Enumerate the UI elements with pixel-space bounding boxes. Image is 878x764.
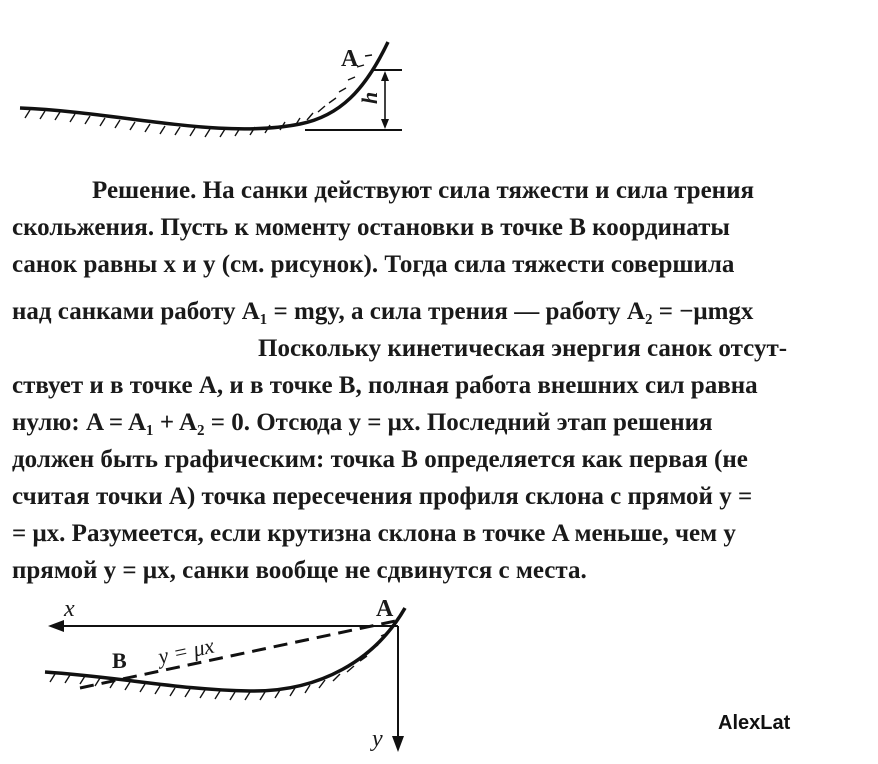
x-axis-label: x xyxy=(64,596,75,622)
text-line: должен быть графическим: точка B определяется как первая (не xyxy=(12,446,748,473)
solution-text xyxy=(12,172,868,589)
slope-profile xyxy=(20,42,388,129)
height-label: h xyxy=(357,91,382,104)
text-line: Решение. На санки действуют сила тяжести и сила трения xyxy=(92,177,755,204)
line-y-mu-x xyxy=(80,620,400,688)
text-line: считая точки A) точка пересечения профиля склона с прямой y = xyxy=(12,483,753,510)
text-line: прямой y = μx, санки вообще не сдвинутся с места. xyxy=(12,557,587,584)
point-a-label: A xyxy=(376,596,394,622)
point-b-label: B xyxy=(112,648,127,673)
text-line: санок равны x и y (см. рисунок). Тогда сила тяжести совершила xyxy=(12,251,735,278)
text-line: = μx. Разумеется, если крутизна склона в точке A меньше, чем у xyxy=(12,520,736,547)
watermark: AlexLat xyxy=(718,712,791,734)
text-line: нулю: A = A₁ + A₂ = 0. Отсюда y = μx. Последний этап решения xyxy=(12,409,713,436)
x-axis-arrowhead xyxy=(48,620,64,632)
text-line: над санками работу A₁ = mgy, а сила трения — работу A₂ = −μmgx xyxy=(12,298,754,325)
slope-figure-top xyxy=(0,0,878,165)
slope-figure-bottom xyxy=(0,585,878,764)
y-axis-arrowhead xyxy=(392,736,404,752)
text-line: скольжения. Пусть к моменту остановки в точке B координаты xyxy=(12,214,730,241)
ground-hatching xyxy=(25,55,372,137)
height-arrowhead-up xyxy=(381,71,389,81)
height-arrowhead-down xyxy=(381,119,389,129)
text-line: ствует и в точке A, и в точке B, полная работа внешних сил равна xyxy=(12,372,758,399)
y-axis-label: y xyxy=(372,726,383,752)
line-label: y = μx xyxy=(155,632,217,669)
point-a-label: A xyxy=(341,46,359,72)
text-line: Поскольку кинетическая энергия санок отсут- xyxy=(258,335,788,362)
